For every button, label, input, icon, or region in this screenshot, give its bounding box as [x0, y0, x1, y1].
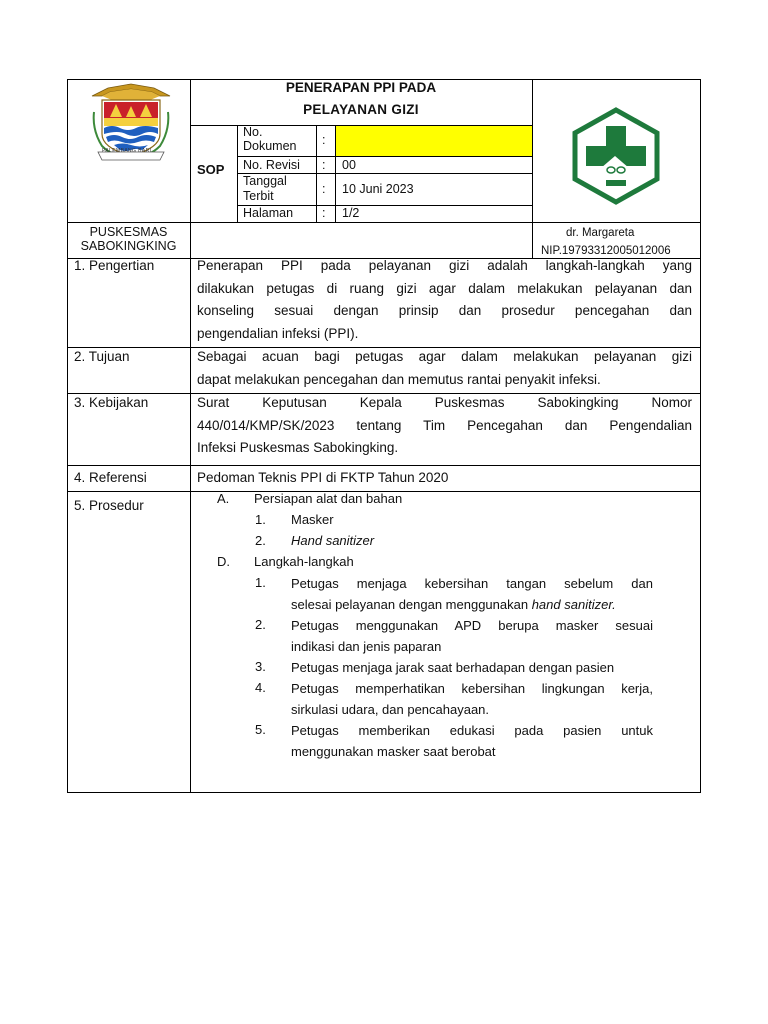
- section-label-kebijakan: 3. Kebijakan: [74, 395, 149, 410]
- item-line-italic: hand sanitizer.: [531, 597, 616, 612]
- meta-value-no-revisi: 00: [342, 158, 356, 172]
- col-sep-label: [190, 79, 191, 792]
- meta-colon-dokumen: :: [322, 133, 326, 147]
- group-d-item-num: 3.: [255, 659, 266, 674]
- section-text-kebijakan: [197, 392, 692, 460]
- section-label-tujuan: 2. Tujuan: [74, 349, 130, 364]
- group-d-title: Langkah-langkah: [254, 554, 354, 569]
- kebijakan-line: Surat Keputusan Kepala Puskesmas Sabokingking Nomor: [197, 395, 692, 410]
- section-text-referensi: Pedoman Teknis PPI di FKTP Tahun 2020: [197, 470, 449, 485]
- meta-value-halaman: 1/2: [342, 206, 360, 220]
- item-line: Petugas menjaga jarak saat berhadapan dengan pasien: [291, 660, 615, 675]
- group-d-item-text: [291, 720, 653, 762]
- meta-label-halaman: Halaman: [243, 206, 294, 220]
- doc-title-line2: PELAYANAN GIZI: [303, 102, 419, 117]
- item-line: indikasi dan jenis paparan: [291, 639, 442, 654]
- frame-left: [67, 79, 68, 792]
- org-name-line2: SABOKINGKING: [80, 239, 177, 253]
- meta-colon-tanggal: :: [322, 182, 326, 196]
- tujuan-line: Sebagai acuan bagi petugas agar dalam melakukan pelayanan gizi: [197, 349, 692, 364]
- pengertian-line: pengendalian infeksi (PPI).: [197, 325, 359, 341]
- group-d-item-num: 5.: [255, 722, 266, 737]
- group-d-letter: D.: [217, 554, 230, 569]
- doc-title-line1: PENERAPAN PPI PADA: [285, 80, 437, 95]
- sop-label: SOP: [197, 162, 225, 177]
- group-d-item-text: [291, 657, 653, 678]
- item-line: [291, 594, 653, 615]
- group-a-letter: A.: [217, 491, 230, 506]
- group-a-item-text: Masker: [291, 512, 334, 527]
- pengertian-line: konseling sesuai dengan prinsip dan prosedur pencegahan dan: [197, 303, 692, 318]
- item-line: menggunakan masker saat berobat: [291, 744, 496, 759]
- frame-right: [700, 79, 701, 792]
- pengertian-line: Penerapan PPI pada pelayanan gizi adalah langkah-langkah yang: [197, 258, 692, 273]
- meta-colon-halaman: :: [322, 206, 326, 220]
- item-line-plain: selesai pelayanan dengan menggunakan: [291, 597, 532, 612]
- item-line: Petugas memberikan edukasi pada pasien untuk: [291, 723, 653, 738]
- signer-nip: NIP.19793312005012006: [541, 245, 671, 257]
- group-d-item-num: 1.: [255, 575, 266, 590]
- item-line: sirkulasi udara, dan pencahayaan.: [291, 702, 490, 717]
- col-sep-logo: [532, 79, 533, 258]
- group-d-item-text: [291, 615, 653, 657]
- header-bottom: [67, 222, 701, 223]
- section-label-pengertian: 1. Pengertian: [74, 258, 155, 273]
- puskesmas-logo-icon: [571, 106, 661, 206]
- meta-value-tanggal-terbit: 10 Juni 2023: [342, 182, 414, 196]
- kebijakan-line: 440/014/KMP/SK/2023 tentang Tim Pencegahan dan Pengendalian: [197, 417, 692, 433]
- kebijakan-line: Infeksi Puskesmas Sabokingking.: [197, 440, 399, 455]
- tujuan-line: dapat melakukan pencegahan dan memutus rantai penyakit infeksi.: [197, 371, 601, 387]
- group-d-item-num: 2.: [255, 617, 266, 632]
- meta-row1-sep: [237, 156, 532, 157]
- section-text-pengertian: [197, 255, 692, 345]
- signer-name: dr. Margareta: [566, 227, 635, 239]
- pengertian-line: dilakukan petugas di ruang gizi agar dalam melakukan pelayanan dan: [197, 280, 692, 296]
- group-a-item-text: Hand sanitizer: [291, 533, 375, 548]
- item-line: Petugas menggunakan APD berupa masker sesuai: [291, 618, 653, 633]
- document-number-highlight: [336, 126, 532, 156]
- item-line: Petugas menjaga kebersihan tangan sebelum dan: [291, 576, 653, 591]
- group-a-title: Persiapan alat dan bahan: [254, 491, 403, 506]
- group-d-item-num: 4.: [255, 680, 266, 695]
- frame-bottom: [67, 792, 701, 793]
- group-a-item-num: 2.: [255, 533, 266, 548]
- section-text-tujuan: [197, 346, 692, 391]
- sep-referensi: [67, 465, 701, 466]
- item-line: Petugas memperhatikan kebersihan lingkungan kerja,: [291, 681, 653, 696]
- group-a-item-num: 1.: [255, 512, 266, 527]
- section-label-prosedur: 5. Prosedur: [74, 498, 144, 513]
- group-d-item-text: [291, 573, 653, 615]
- org-name-line1: PUSKESMAS: [89, 225, 168, 239]
- group-d-item-text: [291, 678, 653, 720]
- meta-colon-revisi: :: [322, 158, 326, 172]
- meta-label-no-revisi: No. Revisi: [243, 158, 300, 172]
- meta-label-tanggal-terbit: Tanggal Terbit: [243, 174, 287, 203]
- section-label-referensi: 4. Referensi: [74, 470, 147, 485]
- meta-label-no-dokumen: No. Dokumen: [243, 125, 297, 153]
- emblem-banner-text: PALEMBANG BARI: [102, 148, 152, 154]
